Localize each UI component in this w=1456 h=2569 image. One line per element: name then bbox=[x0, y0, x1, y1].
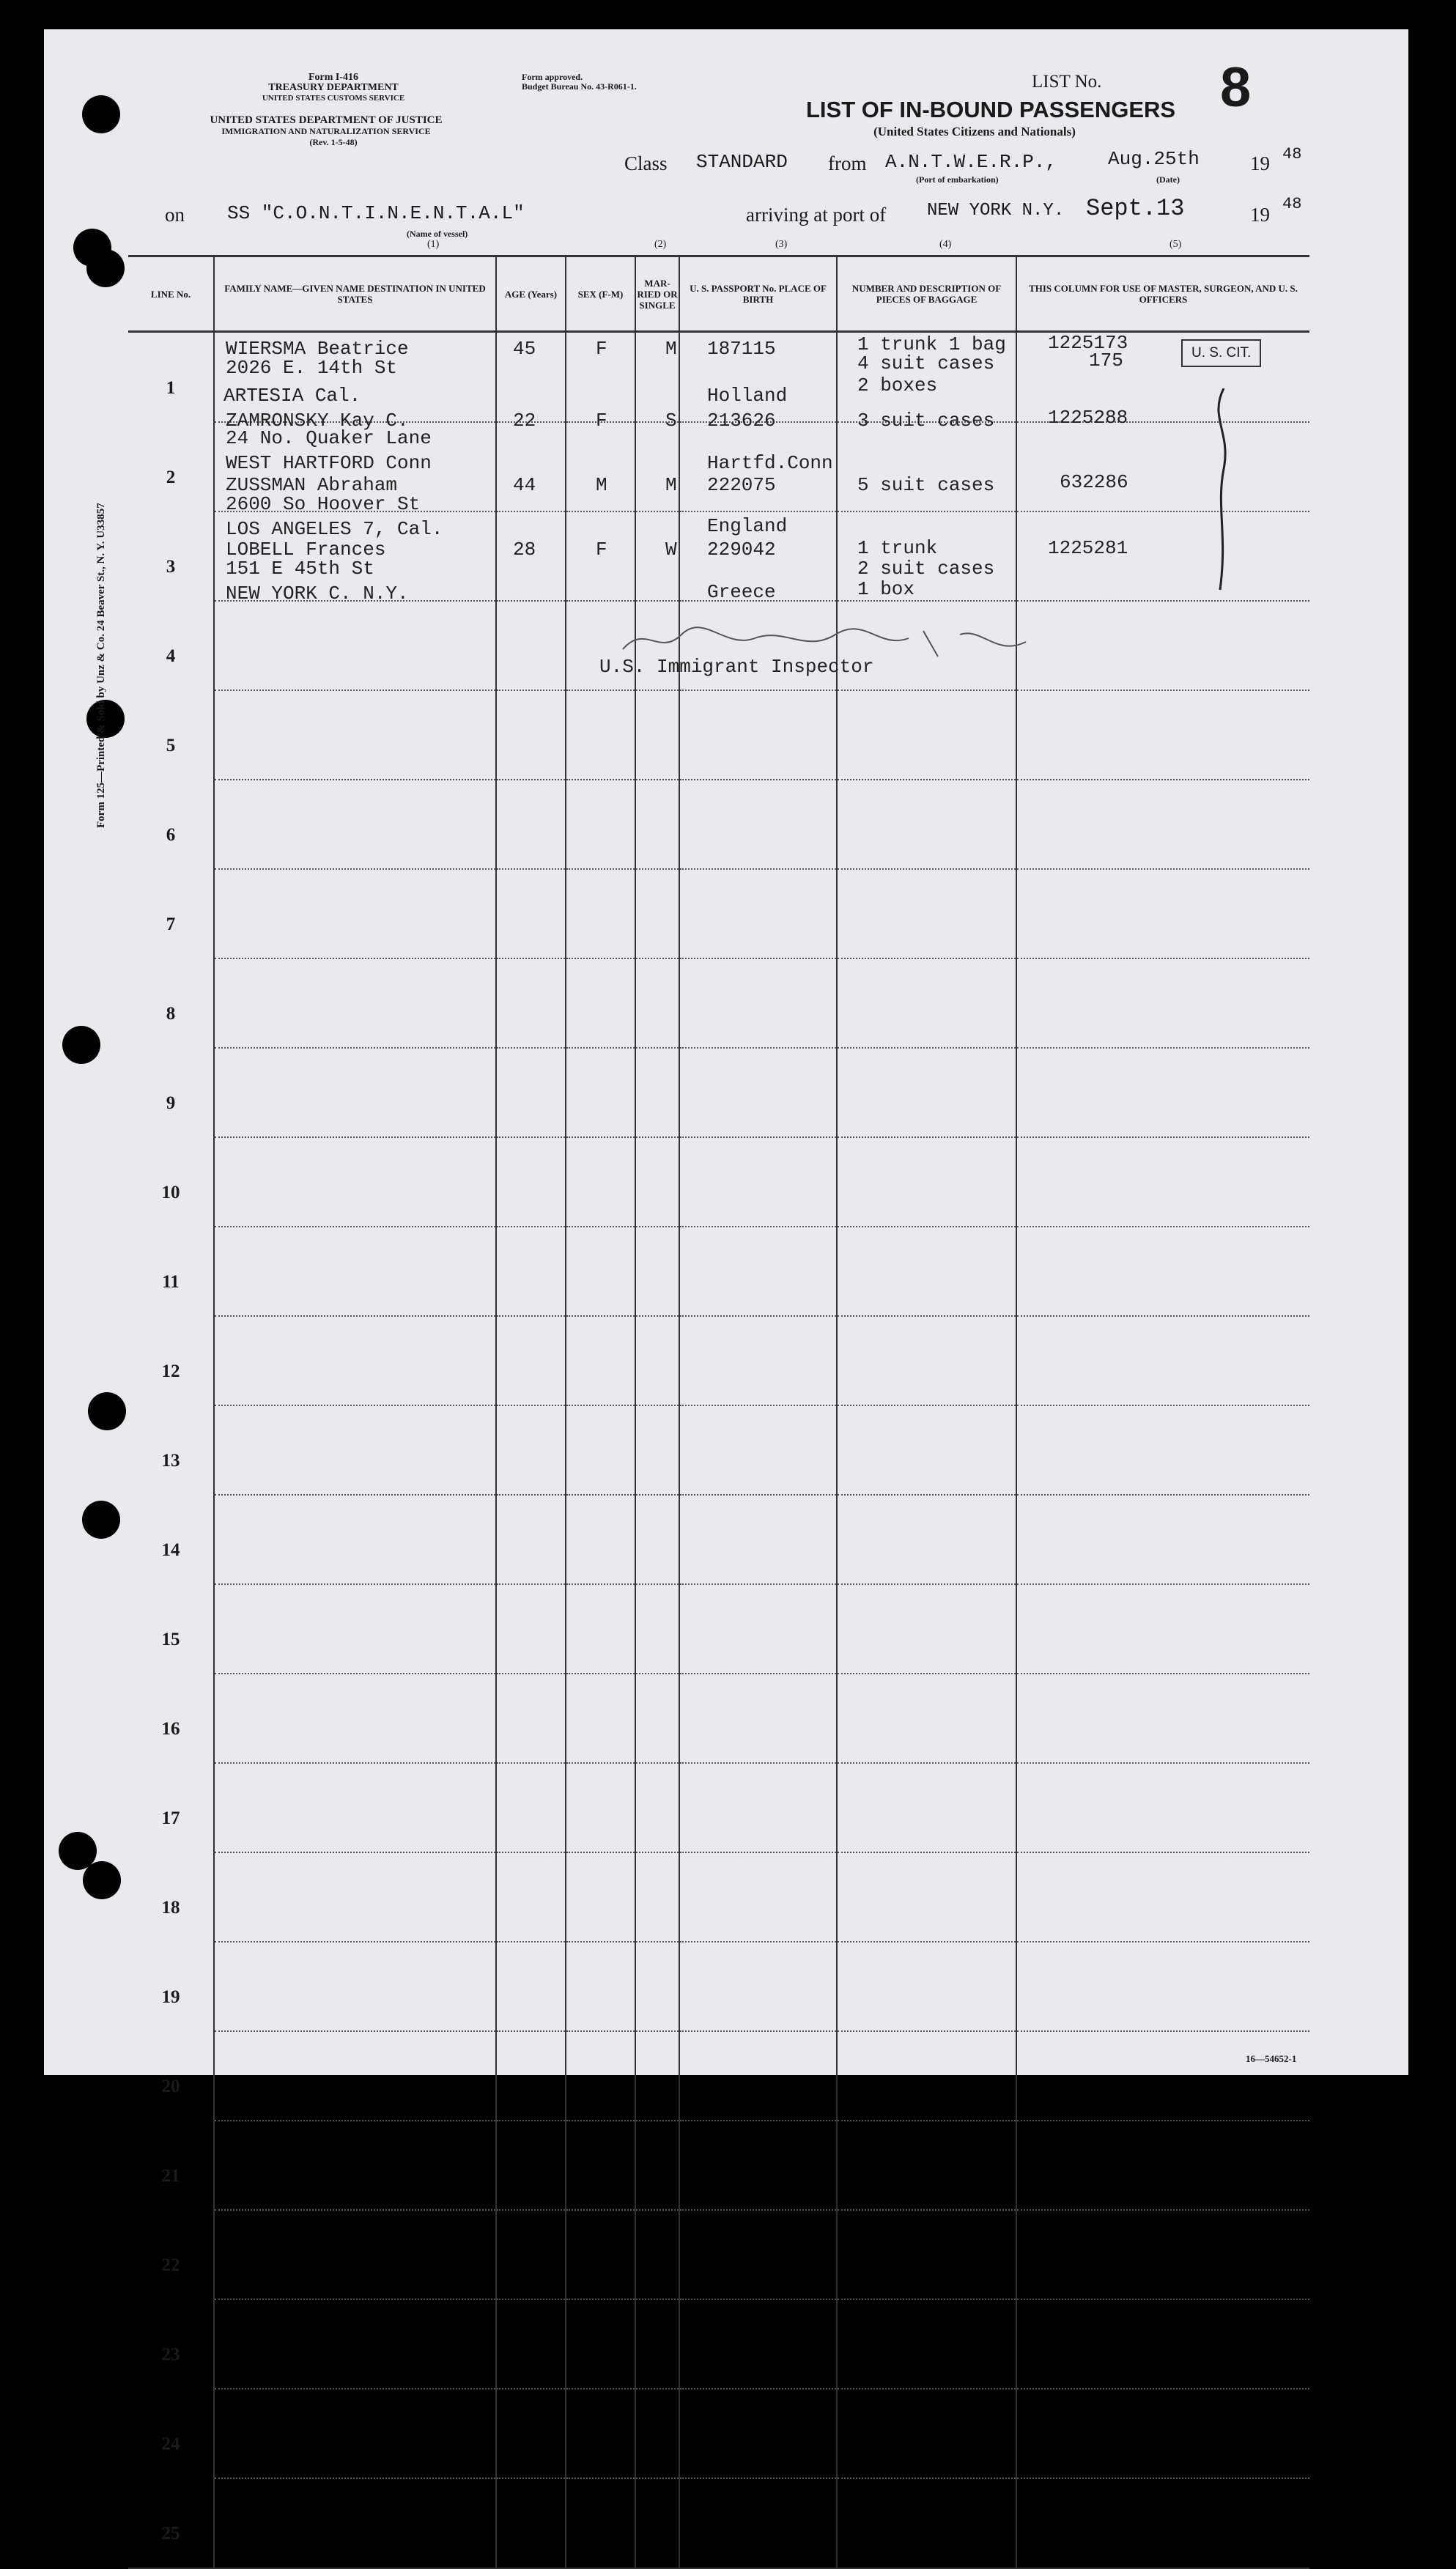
table-cell bbox=[214, 780, 496, 869]
table-cell bbox=[1016, 2210, 1309, 2299]
line-number: 3 bbox=[166, 557, 176, 577]
table-cell bbox=[496, 1048, 566, 1137]
table-cell bbox=[679, 958, 837, 1048]
table-cell bbox=[214, 1405, 496, 1495]
table-cell bbox=[566, 2121, 635, 2210]
col-header-age: AGE (Years) bbox=[496, 256, 566, 332]
table-cell bbox=[1016, 1942, 1309, 2031]
table-cell bbox=[837, 1942, 1016, 2031]
table-cell bbox=[1016, 1405, 1309, 1495]
budget-bureau: Budget Bureau No. 43-R061-1. bbox=[522, 81, 637, 92]
table-cell bbox=[496, 601, 566, 690]
table-cell bbox=[496, 1674, 566, 1763]
departure-date: Aug.25th bbox=[1108, 148, 1200, 170]
table-cell bbox=[635, 1137, 679, 1227]
line-number: 21 bbox=[161, 2166, 180, 2186]
from-label: from bbox=[828, 152, 867, 174]
passenger-4-officer-note: 1225281 bbox=[1048, 537, 1128, 559]
passenger-1-marital: M bbox=[665, 338, 677, 360]
table-cell bbox=[679, 2210, 837, 2299]
table-row bbox=[128, 2299, 1309, 2389]
page-subtitle: (United States Citizens and Nationals) bbox=[873, 125, 1076, 138]
table-cell bbox=[566, 2031, 635, 2121]
table-cell bbox=[635, 1048, 679, 1137]
table-cell bbox=[214, 958, 496, 1048]
table-cell bbox=[635, 422, 679, 511]
table-cell bbox=[496, 1316, 566, 1405]
table-cell bbox=[214, 869, 496, 958]
table-cell bbox=[837, 1048, 1016, 1137]
line-number: 16 bbox=[161, 1719, 180, 1739]
passenger-3-address: 2600 So Hoover St bbox=[226, 493, 421, 515]
line-number: 24 bbox=[161, 2434, 180, 2454]
date-caption: (Date) bbox=[1156, 174, 1180, 185]
customs-service: UNITED STATES CUSTOMS SERVICE bbox=[262, 94, 405, 103]
revision: (Rev. 1-5-48) bbox=[309, 137, 358, 147]
table-cell bbox=[1016, 958, 1309, 1048]
justice-dept: UNITED STATES DEPARTMENT OF JUSTICE bbox=[210, 114, 443, 126]
passenger-2-age: 22 bbox=[513, 410, 536, 432]
passenger-1-name: WIERSMA Beatrice bbox=[226, 338, 409, 360]
table-cell bbox=[679, 1584, 837, 1674]
table-cell bbox=[496, 2210, 566, 2299]
line-number: 22 bbox=[161, 2255, 180, 2275]
table-cell bbox=[679, 1674, 837, 1763]
table-row bbox=[128, 2031, 1309, 2121]
table-cell bbox=[837, 2299, 1016, 2389]
embarkation-caption: (Port of embarkation) bbox=[916, 174, 999, 185]
arrival-year: 48 bbox=[1282, 195, 1302, 213]
table-cell bbox=[679, 1227, 837, 1316]
table-cell bbox=[837, 2210, 1016, 2299]
table-cell bbox=[635, 869, 679, 958]
on-label: on bbox=[165, 204, 185, 226]
passenger-2-birthplace: Hartfd.Conn bbox=[707, 452, 833, 474]
table-cell bbox=[214, 601, 496, 690]
table-cell bbox=[1016, 2299, 1309, 2389]
table-cell bbox=[635, 780, 679, 869]
class-label: Class bbox=[624, 152, 668, 174]
line-number: 18 bbox=[161, 1898, 180, 1918]
passenger-1-officer-note: 1225173 bbox=[1048, 332, 1128, 354]
col-header-passport: U. S. PASSPORT No. PLACE OF BIRTH bbox=[679, 256, 837, 332]
table-cell bbox=[496, 2389, 566, 2478]
table-cell bbox=[635, 2210, 679, 2299]
table-cell bbox=[496, 1227, 566, 1316]
column-number-1: (1) bbox=[427, 239, 440, 250]
table-cell bbox=[635, 1495, 679, 1584]
table-cell bbox=[496, 2478, 566, 2568]
punch-hole bbox=[82, 95, 120, 133]
line-number: 25 bbox=[128, 2478, 214, 2568]
table-cell bbox=[837, 1316, 1016, 1405]
table-cell bbox=[837, 690, 1016, 780]
table-cell bbox=[679, 690, 837, 780]
table-cell bbox=[1016, 2478, 1309, 2568]
passenger-4-passport: 229042 bbox=[707, 539, 776, 561]
line-number: 6 bbox=[166, 825, 176, 845]
table-cell bbox=[566, 1048, 635, 1137]
line-number: 5 bbox=[166, 736, 176, 755]
table-row bbox=[128, 2389, 1309, 2478]
punch-hole bbox=[82, 1501, 120, 1539]
table-cell bbox=[1016, 601, 1309, 690]
table-cell bbox=[837, 2478, 1016, 2568]
form-approved: Form approved. bbox=[522, 72, 583, 82]
table-cell bbox=[496, 1405, 566, 1495]
table-row bbox=[128, 869, 1309, 958]
table-cell bbox=[566, 1942, 635, 2031]
table-cell bbox=[837, 869, 1016, 958]
passenger-1-baggage-3: 2 boxes bbox=[857, 374, 938, 396]
table-cell bbox=[566, 2478, 635, 2568]
passenger-3-passport: 222075 bbox=[707, 474, 776, 496]
table-row bbox=[128, 2478, 1309, 2568]
table-cell bbox=[496, 1584, 566, 1674]
table-cell bbox=[1016, 1495, 1309, 1584]
table-cell bbox=[635, 958, 679, 1048]
table-cell bbox=[837, 1852, 1016, 1942]
table-cell bbox=[1016, 2031, 1309, 2121]
table-cell bbox=[496, 2121, 566, 2210]
passenger-1-city: ARTESIA Cal. bbox=[223, 385, 361, 407]
table-cell bbox=[1016, 869, 1309, 958]
treasury-dept: TREASURY DEPARTMENT bbox=[268, 82, 399, 93]
table-cell bbox=[1016, 2389, 1309, 2478]
table-cell bbox=[679, 780, 837, 869]
line-number: 4 bbox=[166, 646, 176, 666]
table-cell bbox=[635, 1316, 679, 1405]
column-number-2: (2) bbox=[654, 239, 667, 250]
table-cell bbox=[566, 1227, 635, 1316]
table-cell bbox=[837, 422, 1016, 511]
passenger-3-officer-note: 632286 bbox=[1060, 471, 1128, 493]
line-number: 11 bbox=[162, 1272, 180, 1292]
vessel-name: SS "C.O.N.T.I.N.E.N.T.A.L" bbox=[227, 202, 525, 224]
table-cell bbox=[566, 1763, 635, 1852]
table-row bbox=[128, 958, 1309, 1048]
passenger-1-sex: F bbox=[596, 338, 607, 360]
table-cell bbox=[679, 1763, 837, 1852]
table-cell bbox=[214, 690, 496, 780]
table-cell bbox=[214, 1227, 496, 1316]
passenger-2-sex: F bbox=[596, 410, 607, 432]
line-number: 9 bbox=[166, 1093, 176, 1113]
line-number: 10 bbox=[161, 1183, 180, 1202]
table-cell bbox=[837, 1227, 1016, 1316]
table-cell bbox=[635, 1405, 679, 1495]
list-no-label: LIST No. bbox=[1032, 72, 1102, 92]
table-cell bbox=[1016, 1674, 1309, 1763]
table-cell bbox=[679, 1048, 837, 1137]
list-number: 8 bbox=[1220, 56, 1252, 119]
table-cell bbox=[566, 780, 635, 869]
class-value: STANDARD bbox=[696, 151, 788, 173]
col-header-married: MAR-RIED OR SINGLE bbox=[635, 256, 679, 332]
table-cell bbox=[214, 1137, 496, 1227]
passenger-2-address: 24 No. Quaker Lane bbox=[226, 427, 432, 449]
table-cell bbox=[566, 422, 635, 511]
table-cell bbox=[635, 1852, 679, 1942]
passenger-1-address: 2026 E. 14th St bbox=[226, 357, 398, 379]
line-number: 19 bbox=[161, 1987, 180, 2007]
table-row bbox=[128, 1405, 1309, 1495]
line-number: 13 bbox=[161, 1451, 180, 1471]
table-cell bbox=[566, 2389, 635, 2478]
table-cell bbox=[566, 1584, 635, 1674]
passenger-3-sex: M bbox=[596, 474, 607, 496]
passenger-3-birthplace: England bbox=[707, 515, 788, 537]
table-cell bbox=[837, 1405, 1016, 1495]
table-cell bbox=[214, 1852, 496, 1942]
passenger-2-marital: S bbox=[665, 410, 677, 432]
table-cell bbox=[635, 1227, 679, 1316]
table-cell bbox=[679, 2299, 837, 2389]
passenger-1-baggage-1: 1 trunk 1 bag bbox=[857, 333, 1006, 355]
table-cell bbox=[496, 958, 566, 1048]
passenger-3-baggage-1: 5 suit cases bbox=[857, 474, 995, 496]
col-header-baggage: NUMBER AND DESCRIPTION OF PIECES OF BAGGAGE bbox=[837, 256, 1016, 332]
table-cell bbox=[837, 2121, 1016, 2210]
passenger-3-marital: M bbox=[665, 474, 677, 496]
table-cell bbox=[679, 2031, 837, 2121]
line-number: 7 bbox=[166, 914, 176, 934]
table-cell bbox=[496, 1852, 566, 1942]
table-cell bbox=[635, 1763, 679, 1852]
punch-hole bbox=[62, 1026, 100, 1064]
column-number-5: (5) bbox=[1169, 239, 1182, 250]
arrival-year-prefix: 19 bbox=[1250, 204, 1270, 226]
table-cell bbox=[679, 1405, 837, 1495]
line-number: 1 bbox=[166, 378, 176, 398]
line-number: 17 bbox=[161, 1808, 180, 1828]
table-cell bbox=[635, 2031, 679, 2121]
table-cell bbox=[214, 2121, 496, 2210]
table-cell bbox=[566, 1316, 635, 1405]
passenger-4-baggage-1: 1 trunk bbox=[857, 537, 938, 559]
table-cell bbox=[566, 2210, 635, 2299]
table-cell bbox=[679, 1852, 837, 1942]
table-row bbox=[128, 1674, 1309, 1763]
col-header-officers: THIS COLUMN FOR USE OF MASTER, SURGEON, AND U. S. OFFICERS bbox=[1016, 256, 1309, 332]
table-cell bbox=[1016, 1584, 1309, 1674]
passenger-4-marital: W bbox=[665, 539, 677, 561]
table-cell bbox=[837, 958, 1016, 1048]
table-cell bbox=[214, 1674, 496, 1763]
col-header-name: FAMILY NAME—GIVEN NAME DESTINATION IN UNITED STATES bbox=[214, 256, 496, 332]
table-cell bbox=[635, 1674, 679, 1763]
passenger-3-city: LOS ANGELES 7, Cal. bbox=[226, 518, 443, 540]
table-cell bbox=[1016, 780, 1309, 869]
table-cell bbox=[566, 1405, 635, 1495]
table-cell bbox=[679, 1942, 837, 2031]
column-number-4: (4) bbox=[939, 239, 952, 250]
table-cell bbox=[679, 1316, 837, 1405]
departure-year: 48 bbox=[1282, 145, 1302, 163]
table-cell bbox=[496, 422, 566, 511]
table-cell bbox=[1016, 1852, 1309, 1942]
immigration-service: IMMIGRATION AND NATURALIZATION SERVICE bbox=[221, 126, 431, 136]
table-cell bbox=[837, 1137, 1016, 1227]
column-number-3: (3) bbox=[775, 239, 788, 250]
table-cell bbox=[837, 780, 1016, 869]
arrival-port: NEW YORK N.Y. bbox=[927, 201, 1065, 221]
table-cell bbox=[837, 2031, 1016, 2121]
table-row bbox=[128, 2210, 1309, 2299]
table-cell bbox=[214, 1316, 496, 1405]
arriving-label: arriving at port of bbox=[746, 204, 887, 226]
table-cell bbox=[1016, 1763, 1309, 1852]
passenger-4-birthplace: Greece bbox=[707, 581, 776, 603]
table-row bbox=[128, 1316, 1309, 1405]
form-footer-code: 16—54652-1 bbox=[1246, 2053, 1297, 2064]
line-number: 2 bbox=[166, 467, 176, 487]
table-cell bbox=[837, 1674, 1016, 1763]
table-cell bbox=[566, 1852, 635, 1942]
line-number: 8 bbox=[166, 1004, 176, 1024]
inspector-line: U.S. Immigrant Inspector bbox=[599, 656, 874, 678]
table-cell bbox=[566, 958, 635, 1048]
table-cell bbox=[837, 1763, 1016, 1852]
table-cell bbox=[214, 2299, 496, 2389]
table-cell bbox=[1016, 1137, 1309, 1227]
passenger-2-city: WEST HARTFORD Conn bbox=[226, 452, 432, 474]
line-number: 12 bbox=[161, 1361, 180, 1381]
table-cell bbox=[1016, 1048, 1309, 1137]
table-cell bbox=[214, 2210, 496, 2299]
table-cell bbox=[566, 1137, 635, 1227]
table-cell bbox=[837, 2389, 1016, 2478]
table-row bbox=[128, 2121, 1309, 2210]
table-cell bbox=[214, 2031, 496, 2121]
passenger-2-name: ZAMRONSKY Kay C. bbox=[226, 410, 409, 432]
passenger-2-officer-note: 1225288 bbox=[1048, 407, 1128, 429]
table-cell bbox=[635, 2121, 679, 2210]
table-row bbox=[128, 690, 1309, 780]
table-cell bbox=[214, 1495, 496, 1584]
punch-hole bbox=[86, 249, 125, 287]
line-number: 20 bbox=[161, 2077, 180, 2096]
passenger-4-city: NEW YORK C. N.Y. bbox=[226, 583, 409, 605]
passenger-4-baggage-3: 1 box bbox=[857, 578, 915, 600]
table-cell bbox=[679, 2389, 837, 2478]
table-cell bbox=[214, 1584, 496, 1674]
table-row bbox=[128, 780, 1309, 869]
table-cell bbox=[496, 690, 566, 780]
printer-imprint: Form 125—Printed & Sold by Unz & Co. 24 Beaver St., N. Y. U33857 bbox=[95, 503, 107, 828]
table-cell bbox=[214, 2478, 496, 2568]
arrival-date: Sept.13 bbox=[1086, 195, 1185, 222]
passenger-4-baggage-2: 2 suit cases bbox=[857, 558, 995, 580]
table-cell bbox=[496, 2299, 566, 2389]
table-cell bbox=[496, 2031, 566, 2121]
table-cell bbox=[496, 1495, 566, 1584]
passenger-1-passport: 187115 bbox=[707, 338, 776, 360]
table-cell bbox=[837, 1584, 1016, 1674]
table-cell bbox=[496, 1763, 566, 1852]
passenger-1-baggage-2: 4 suit cases bbox=[857, 352, 995, 374]
line-number: 15 bbox=[161, 1630, 180, 1649]
form-number: Form I-416 bbox=[308, 72, 359, 83]
table-cell bbox=[837, 1495, 1016, 1584]
passenger-2-passport: 213626 bbox=[707, 410, 776, 432]
table-cell bbox=[1016, 1227, 1309, 1316]
table-cell bbox=[679, 2121, 837, 2210]
table-row bbox=[128, 1137, 1309, 1227]
table-cell bbox=[496, 869, 566, 958]
table-cell bbox=[566, 1674, 635, 1763]
vessel-caption: (Name of vessel) bbox=[407, 229, 468, 239]
table-cell bbox=[214, 2389, 496, 2478]
col-header-sex: SEX (F-M) bbox=[566, 256, 635, 332]
bracket-mark bbox=[1202, 388, 1246, 594]
table-row bbox=[128, 1048, 1309, 1137]
line-number: 14 bbox=[161, 1540, 180, 1560]
table-cell bbox=[214, 1763, 496, 1852]
table-cell bbox=[1016, 690, 1309, 780]
table-cell bbox=[679, 869, 837, 958]
table-cell bbox=[214, 1048, 496, 1137]
passenger-4-age: 28 bbox=[513, 539, 536, 561]
col-header-line: LINE No. bbox=[128, 256, 214, 332]
passenger-4-sex: F bbox=[596, 539, 607, 561]
table-cell bbox=[635, 2478, 679, 2568]
table-row bbox=[128, 1495, 1309, 1584]
table-cell bbox=[566, 1495, 635, 1584]
punch-hole bbox=[83, 1861, 121, 1899]
table-cell bbox=[1016, 422, 1309, 511]
passenger-3-name: ZUSSMAN Abraham bbox=[226, 474, 398, 496]
line-number: 23 bbox=[161, 2345, 180, 2365]
passenger-4-address: 151 E 45th St bbox=[226, 558, 374, 580]
table-cell bbox=[635, 1942, 679, 2031]
passenger-1-age: 45 bbox=[513, 338, 536, 360]
passenger-1-birthplace: Holland bbox=[707, 385, 788, 407]
passenger-4-name: LOBELL Frances bbox=[226, 539, 386, 561]
table-cell bbox=[635, 1584, 679, 1674]
table-cell bbox=[496, 1942, 566, 2031]
table-cell bbox=[635, 2299, 679, 2389]
table-cell bbox=[496, 780, 566, 869]
table-cell bbox=[1016, 1316, 1309, 1405]
table-cell bbox=[679, 1137, 837, 1227]
table-cell bbox=[496, 1137, 566, 1227]
table-row bbox=[128, 1852, 1309, 1942]
table-row bbox=[128, 1942, 1309, 2031]
passenger-1-officer-note-2: 175 bbox=[1089, 350, 1123, 372]
us-citizen-stamp: U. S. CIT. bbox=[1181, 339, 1261, 367]
embarkation-port: A.N.T.W.E.R.P., bbox=[885, 151, 1057, 173]
table-cell bbox=[214, 1942, 496, 2031]
year-prefix: 19 bbox=[1250, 152, 1270, 174]
table-cell bbox=[679, 2478, 837, 2568]
page-title: LIST OF IN-BOUND PASSENGERS bbox=[806, 97, 1176, 122]
table-cell bbox=[566, 869, 635, 958]
passenger-2-baggage-1: 3 suit cases bbox=[857, 410, 995, 432]
table-row bbox=[128, 1584, 1309, 1674]
table-cell bbox=[566, 690, 635, 780]
table-cell bbox=[566, 2299, 635, 2389]
table-row bbox=[128, 1763, 1309, 1852]
table-cell bbox=[635, 2389, 679, 2478]
passenger-3-age: 44 bbox=[513, 474, 536, 496]
table-row bbox=[128, 1227, 1309, 1316]
table-cell bbox=[1016, 2121, 1309, 2210]
punch-hole bbox=[88, 1392, 126, 1430]
table-cell bbox=[679, 1495, 837, 1584]
table-cell bbox=[635, 690, 679, 780]
